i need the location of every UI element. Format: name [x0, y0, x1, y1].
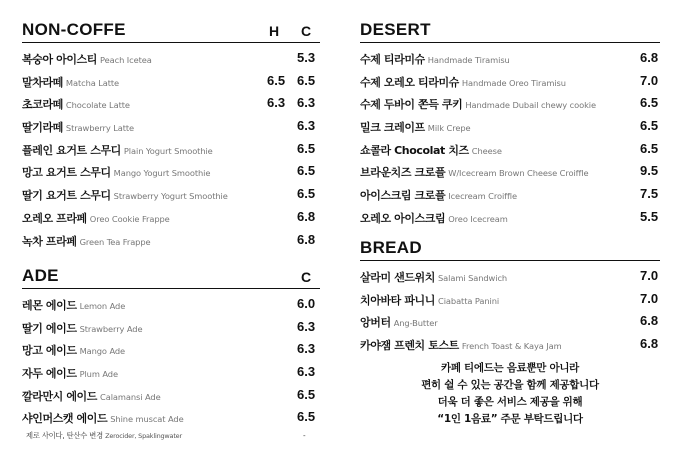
menu-item [360, 92, 660, 115]
menu-item [360, 288, 660, 311]
cold-column-label: C [301, 23, 312, 39]
menu-item [22, 70, 320, 93]
item-price: 6.8 [640, 313, 659, 329]
menu-item [360, 70, 660, 93]
item-name-en: Ang-Butter [393, 318, 438, 329]
item-name-en: Green Tea Frappe [79, 236, 151, 247]
noncoffee-header [22, 18, 320, 43]
menu-item [360, 206, 660, 229]
menu-item [22, 160, 320, 183]
item-name-en: Shine muscat Ade [110, 414, 184, 425]
item-price: 6.5 [640, 95, 659, 111]
menu-item [360, 310, 660, 333]
item-name-ko: 망고 요거트 스무디 [22, 166, 111, 180]
notice-line: 편히 쉴 수 있는 공간을 함께 제공합니다 [421, 379, 599, 391]
item-price-cold: 6.5 [297, 163, 316, 179]
item-price-hot: 6.5 [267, 72, 286, 88]
hot-column-label: H [269, 23, 280, 39]
ade-header [22, 264, 320, 289]
notice-line: 카페 티에드는 음료뿐만 아니라 [440, 362, 580, 374]
item-name-en: Handmade Tiramisu [427, 55, 510, 65]
note-ko: 제로 사이다, 탄산수 변경 [26, 431, 103, 440]
menu-item [22, 361, 320, 384]
item-name-ko: 수제 티라미슈 [360, 53, 425, 66]
menu-item [22, 115, 320, 138]
item-name-en: Plain Yogurt Smoothie [123, 145, 213, 156]
desert-title: DESERT [360, 20, 431, 39]
item-price-cold: 6.3 [297, 118, 316, 134]
order-notice [360, 360, 660, 428]
item-name-ko: 레몬 에이드 [22, 299, 77, 312]
ade-option-note [26, 431, 182, 441]
noncoffee-title: NON-COFFE [22, 20, 126, 39]
item-name-ko: 딸기라떼 [22, 121, 63, 135]
item-name-ko: 샤인머스캣 에이드 [22, 412, 108, 426]
menu-item [360, 183, 660, 206]
item-name-en: Ciabatta Panini [438, 295, 500, 306]
item-name-en: Strawberry Ade [79, 323, 143, 334]
item-price: 7.0 [640, 290, 659, 306]
bread-title: BREAD [360, 238, 422, 257]
menu-item [22, 338, 320, 361]
item-name-ko: 오레오 프라페 [22, 211, 87, 225]
menu-item [22, 316, 320, 339]
item-name-en: Mango Yogurt Smoothie [113, 168, 211, 179]
menu-item [360, 160, 660, 183]
item-name-ko: 브라운치즈 크로플 [360, 166, 446, 180]
item-name-en: Calamansi Ade [100, 391, 161, 402]
item-name-en: Oreo Cookie Frappe [89, 213, 170, 224]
item-name-en: Plum Ade [79, 369, 118, 380]
ade-title: ADE [22, 266, 59, 285]
item-price: 6.8 [640, 50, 659, 65]
item-price-cold: 6.5 [297, 186, 316, 202]
item-name-ko: 카야잼 프렌치 토스트 [360, 339, 459, 353]
item-name-ko: 말차라떼 [22, 75, 63, 89]
ade-option-price: - [303, 431, 306, 440]
menu-item [22, 206, 320, 229]
menu-item [22, 138, 320, 161]
note-en: Zerocider, Spaklingwater [105, 432, 182, 440]
bread-header [360, 236, 660, 261]
item-price-cold: 6.0 [297, 296, 316, 311]
item-name-en: Matcha Latte [65, 77, 120, 88]
item-name-ko: 딸기 요거트 스무디 [22, 189, 111, 203]
item-name-en: Oreo Icecream [448, 213, 508, 224]
item-name-en: Milk Crepe [427, 123, 471, 134]
item-name-ko: 살라미 샌드위치 [360, 271, 436, 284]
item-name-ko: 자두 에이드 [22, 367, 77, 381]
item-name-ko: 초코라떼 [22, 98, 63, 112]
item-name-ko: 수제 오레오 티라미슈 [360, 75, 459, 89]
item-name-ko: 딸기 에이드 [22, 321, 77, 335]
item-name-en: W/Icecream Brown Cheese Croiffle [448, 168, 589, 179]
item-price-cold: 6.5 [297, 386, 316, 402]
item-name-en: Mango Ade [79, 346, 126, 357]
item-name-en: Peach Icetea [100, 55, 152, 65]
item-name-en: Icecream Croiffle [448, 191, 518, 202]
menu-item [360, 265, 660, 288]
item-price-cold: 6.3 [297, 318, 316, 334]
menu-item [22, 47, 320, 70]
item-name-ko: 앙버터 [360, 316, 391, 330]
item-price-hot: 6.3 [267, 95, 286, 111]
item-name-en: Salami Sandwich [438, 273, 508, 283]
item-price-cold: 6.5 [297, 72, 316, 88]
menu-item [22, 92, 320, 115]
item-name-en: Strawberry Yogurt Smoothie [113, 191, 228, 202]
item-price: 7.0 [640, 72, 659, 88]
item-price-cold: 6.8 [297, 231, 316, 247]
menu-item [22, 183, 320, 206]
item-price-cold: 6.3 [297, 341, 316, 357]
item-name-ko: 아이스크림 크로플 [360, 189, 446, 203]
item-price-cold: 6.3 [297, 364, 316, 380]
item-price: 6.5 [640, 140, 659, 156]
item-price: 7.0 [640, 268, 659, 283]
item-name-en: Handmade Dubail chewy cookie [465, 100, 596, 111]
menu-item [360, 333, 660, 356]
bread-section [360, 236, 660, 356]
bread-list [360, 261, 660, 356]
menu-item [22, 229, 320, 252]
item-name-ko: 치아바타 파니니 [360, 293, 436, 307]
menu-item [360, 138, 660, 161]
item-name-en: Cheese [471, 145, 502, 156]
item-name-ko: 복숭아 아이스티 [22, 53, 98, 66]
item-name-en: Handmade Oreo Tiramisu [461, 77, 566, 88]
cold-column-label: C [301, 269, 312, 285]
item-price: 7.5 [640, 186, 659, 202]
item-price-cold: 6.5 [297, 409, 316, 425]
item-price: 6.5 [640, 118, 659, 134]
item-name-ko: 깔라만시 에이드 [22, 389, 98, 403]
item-price-cold: 6.8 [297, 208, 316, 224]
item-name-en: Strawberry Latte [65, 123, 135, 134]
ade-list [22, 289, 320, 429]
item-price: 9.5 [640, 163, 659, 179]
item-name-en: French Toast & Kaya Jam [461, 341, 562, 352]
noncoffee-section [22, 18, 320, 251]
desert-list [360, 43, 660, 229]
menu-item [22, 406, 320, 429]
menu-item [22, 293, 320, 316]
menu-item [360, 47, 660, 70]
item-price-cold: 6.5 [297, 140, 316, 156]
item-name-ko: 수제 두바이 쫀득 쿠키 [360, 98, 463, 112]
item-price: 5.5 [640, 208, 659, 224]
item-price-cold: 6.3 [297, 95, 316, 111]
noncoffee-list [22, 43, 320, 251]
menu-item [360, 115, 660, 138]
desert-header [360, 18, 660, 43]
item-name-ko: 밀크 크레이프 [360, 121, 425, 135]
ade-section [22, 264, 320, 429]
notice-line: “1인 1음료” 주문 부탁드립니다 [437, 413, 583, 425]
item-price: 6.8 [640, 336, 659, 352]
item-name-ko: 녹차 프라페 [22, 234, 77, 248]
item-name-ko: 망고 에이드 [22, 344, 77, 358]
item-name-en: Lemon Ade [79, 301, 126, 311]
item-name-ko: 플레인 요거트 스무디 [22, 143, 121, 157]
desert-section [360, 18, 660, 229]
item-name-ko: 쇼콜라 Chocolat 치즈 [360, 143, 469, 157]
menu-item [22, 384, 320, 407]
item-name-en: Chocolate Latte [65, 100, 130, 111]
item-name-ko: 오레오 아이스크림 [360, 211, 446, 225]
notice-line: 더욱 더 좋은 서비스 제공을 위해 [437, 396, 583, 408]
item-price-cold: 5.3 [297, 50, 316, 65]
